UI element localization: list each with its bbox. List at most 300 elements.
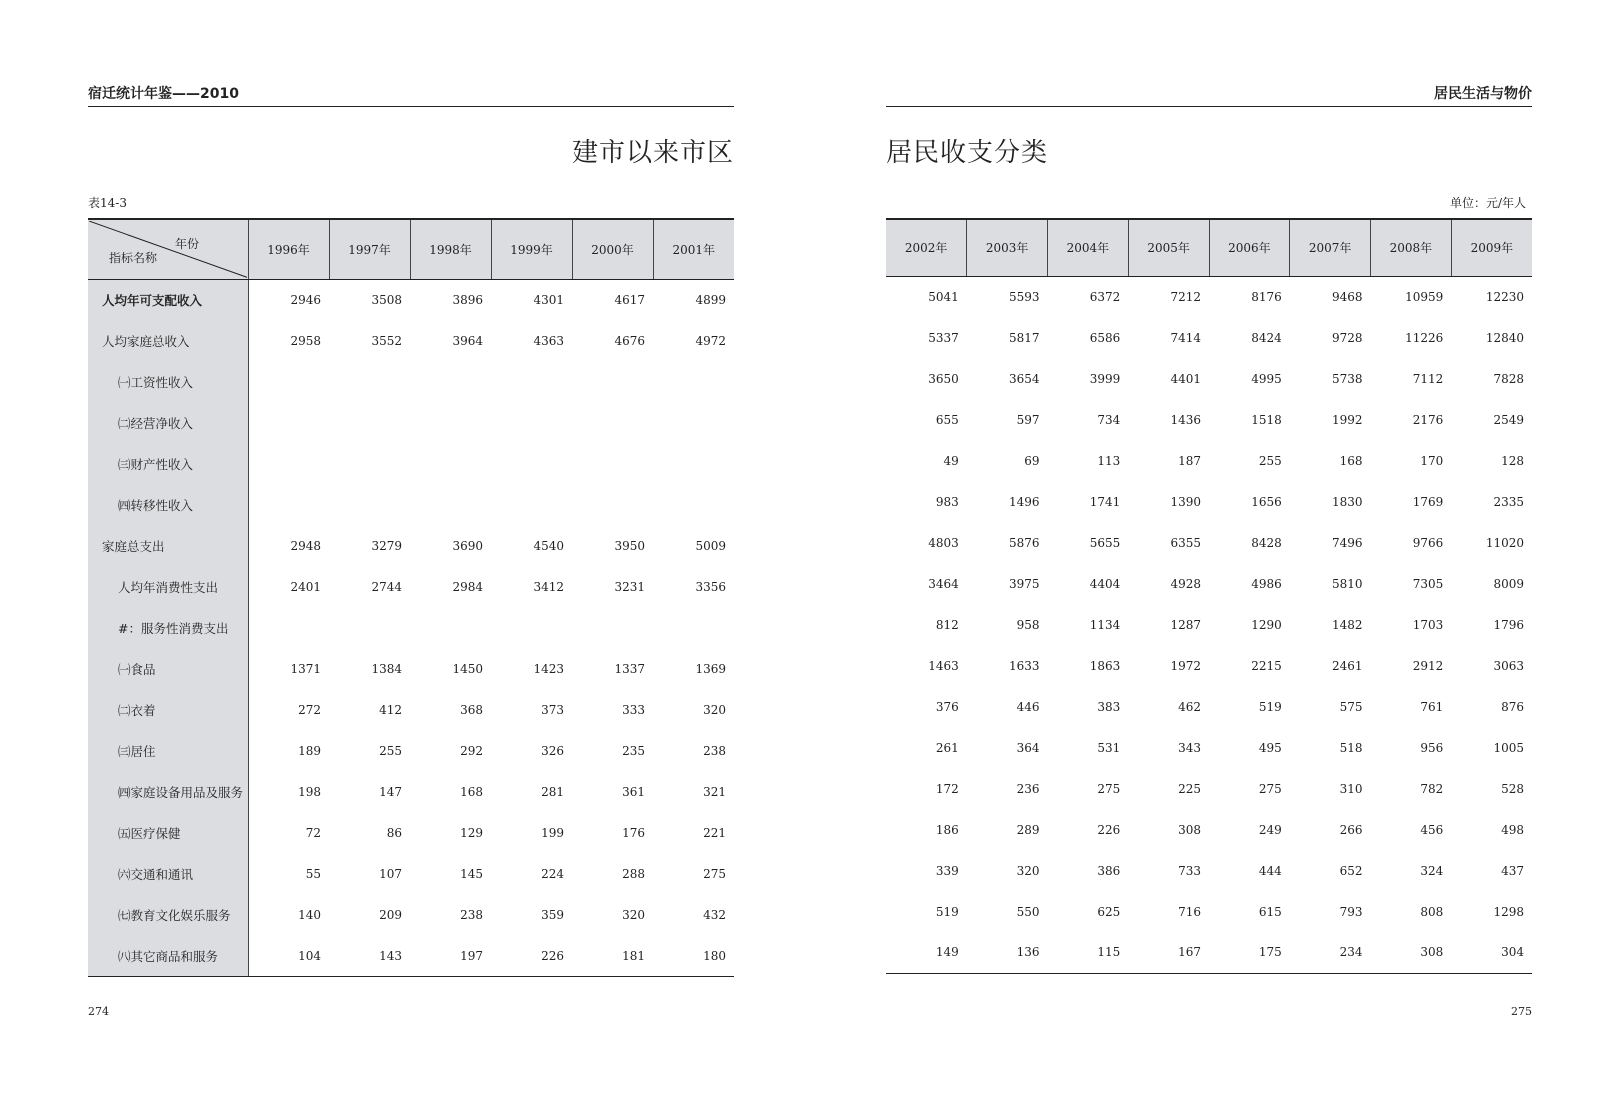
- table-cell: 69: [1024, 453, 1040, 468]
- table-row: [88, 772, 734, 813]
- table-cell: 186: [935, 822, 959, 837]
- table-row: [886, 440, 1532, 481]
- table-cell: 615: [1258, 904, 1282, 919]
- table-cell: 528: [1501, 781, 1524, 796]
- year-header: 2004年: [1048, 219, 1129, 276]
- table-row: [88, 936, 734, 977]
- running-head-right: [886, 84, 1532, 107]
- year-header: 2006年: [1209, 219, 1290, 276]
- table-cell: 149: [886, 932, 967, 973]
- table-row: [886, 481, 1532, 522]
- table-cell: 3950: [614, 539, 645, 553]
- table-row: [886, 563, 1532, 604]
- table-cell: [410, 444, 491, 485]
- table-cell: 958: [1016, 617, 1040, 632]
- row-label: 人均年可支配收入: [88, 280, 248, 321]
- table-cell: 1005: [1493, 740, 1524, 755]
- table-cell: 4803: [928, 535, 959, 550]
- table-cell: 107: [379, 867, 402, 881]
- table-row: [88, 690, 734, 731]
- table-cell: 326: [541, 744, 564, 758]
- row-label: #：服务性消费支出: [88, 608, 248, 649]
- table-cell: 432: [703, 908, 726, 922]
- table-row: [886, 522, 1532, 563]
- table-cell: 8424: [1251, 330, 1282, 345]
- running-head-left: [88, 84, 734, 107]
- table-cell: 812: [935, 617, 959, 632]
- table-cell: 3896: [452, 293, 483, 308]
- year-header: 2007年: [1290, 219, 1371, 276]
- table-cell: 5337: [928, 330, 959, 345]
- table-row: [88, 321, 734, 362]
- table-cell: [248, 608, 329, 649]
- row-label: ㈢财产性收入: [88, 444, 248, 485]
- table-cell: [653, 403, 734, 444]
- page-number-left: 274: [88, 1005, 109, 1018]
- table-row: [886, 727, 1532, 768]
- table-cell: 2948: [290, 539, 321, 553]
- table-cell: 4899: [695, 293, 726, 308]
- table-cell: 597: [1016, 412, 1040, 427]
- row-label: ㈡衣着: [88, 690, 248, 731]
- table-cell: 238: [703, 744, 726, 758]
- table-cell: 716: [1178, 904, 1201, 919]
- table-cell: 255: [1258, 453, 1282, 468]
- row-label: ㈠工资性收入: [88, 362, 248, 403]
- year-header: 1999年: [491, 219, 572, 280]
- year-header: 2009年: [1451, 219, 1532, 276]
- table-cell: 7212: [1170, 289, 1201, 304]
- table-cell: 3231: [614, 580, 645, 594]
- table-cell: 5041: [928, 289, 959, 304]
- table-cell: 364: [1016, 740, 1040, 755]
- table-cell: 198: [298, 785, 321, 799]
- row-label: ㈢居住: [88, 731, 248, 772]
- table-cell: 5817: [1008, 330, 1040, 345]
- table-cell: 462: [1178, 699, 1201, 714]
- table-row: [88, 854, 734, 895]
- table-cell: 808: [1420, 904, 1444, 919]
- table-cell: [491, 444, 572, 485]
- table-cell: 1741: [1089, 494, 1121, 509]
- table-cell: 187: [1178, 453, 1201, 468]
- table-cell: 1496: [1008, 494, 1040, 509]
- yearbook-title: 宿迁统计年鉴——2010: [88, 86, 239, 102]
- row-label: ㈦教育文化娱乐服务: [88, 895, 248, 936]
- table-cell: [329, 485, 410, 526]
- table-cell: 255: [379, 744, 402, 758]
- table-cell: 225: [1178, 781, 1201, 796]
- year-header: 1996年: [248, 219, 329, 280]
- table-cell: 170: [1420, 453, 1444, 468]
- table-cell: 368: [460, 703, 483, 717]
- table-cell: [248, 403, 329, 444]
- table-cell: 3279: [371, 539, 402, 553]
- table-cell: 199: [541, 826, 564, 840]
- table-title-part-1: 建市以来市区: [571, 138, 734, 168]
- table-cell: 2549: [1493, 412, 1524, 427]
- table-cell: 281: [541, 785, 564, 799]
- table-row: [88, 362, 734, 403]
- table-cell: 292: [460, 744, 483, 758]
- table-cell: 3412: [533, 580, 564, 594]
- table-cell: 308: [1178, 822, 1201, 837]
- table-cell: 9468: [1331, 289, 1363, 304]
- table-cell: 288: [622, 867, 645, 881]
- table-cell: 734: [1097, 412, 1121, 427]
- table-cell: 115: [1048, 932, 1129, 973]
- table-cell: [329, 608, 410, 649]
- table-cell: 143: [329, 936, 410, 977]
- table-cell: 12230: [1485, 289, 1524, 304]
- row-label: 家庭总支出: [88, 526, 248, 567]
- table-cell: 321: [703, 785, 726, 799]
- table-row: [88, 526, 734, 567]
- year-header: 2002年: [886, 219, 967, 276]
- table-cell: 2958: [290, 334, 321, 348]
- table-cell: [491, 485, 572, 526]
- data-table-right: [886, 218, 1532, 974]
- table-row: [886, 768, 1532, 809]
- table-cell: 4401: [1170, 371, 1201, 386]
- chapter-title: 居民生活与物价: [1434, 86, 1532, 102]
- table-cell: 140: [298, 908, 321, 922]
- table-cell: 197: [410, 936, 491, 977]
- year-header: 2008年: [1371, 219, 1452, 276]
- row-label: ㈧其它商品和服务: [88, 936, 248, 977]
- table-cell: 7305: [1412, 576, 1444, 591]
- table-cell: 498: [1501, 822, 1524, 837]
- table-cell: [329, 403, 410, 444]
- table-cell: 6355: [1170, 535, 1201, 550]
- table-cell: 3999: [1089, 371, 1121, 386]
- table-cell: 249: [1258, 822, 1282, 837]
- table-row: [886, 932, 1532, 973]
- table-cell: 4928: [1170, 576, 1201, 591]
- table-cell: 1384: [371, 662, 402, 676]
- table-number: 表14-3: [88, 196, 127, 210]
- table-cell: 72: [305, 826, 321, 840]
- table-cell: 180: [653, 936, 734, 977]
- table-cell: 8176: [1251, 289, 1282, 304]
- table-cell: 275: [703, 867, 726, 881]
- table-cell: 1287: [1170, 617, 1201, 632]
- table-cell: 4617: [614, 293, 645, 308]
- table-cell: 234: [1290, 932, 1371, 973]
- table-row: [88, 485, 734, 526]
- table-cell: 7828: [1493, 371, 1524, 386]
- table-cell: 1369: [695, 662, 726, 676]
- table-row: [886, 276, 1532, 317]
- table-cell: 3964: [452, 334, 483, 348]
- table-cell: 304: [1451, 932, 1532, 973]
- table-cell: 1423: [533, 662, 564, 676]
- table-cell: 324: [1420, 863, 1444, 878]
- table-cell: 550: [1016, 904, 1040, 919]
- table-row: [886, 604, 1532, 645]
- table-cell: [572, 485, 653, 526]
- table-cell: 1436: [1170, 412, 1201, 427]
- table-row: [88, 813, 734, 854]
- table-cell: 2215: [1251, 658, 1282, 673]
- table-row: [88, 608, 734, 649]
- row-label: ㈡经营净收入: [88, 403, 248, 444]
- table-cell: 7496: [1331, 535, 1363, 550]
- table-cell: 625: [1097, 904, 1121, 919]
- table-cell: 4540: [533, 539, 564, 553]
- table-cell: 876: [1501, 699, 1524, 714]
- table-cell: 733: [1178, 863, 1201, 878]
- table-cell: 320: [703, 703, 726, 717]
- table-cell: 2912: [1412, 658, 1444, 673]
- table-cell: 266: [1339, 822, 1363, 837]
- table-cell: 310: [1339, 781, 1363, 796]
- table-title-part-2: 居民收支分类: [886, 138, 1049, 168]
- table-cell: 7112: [1412, 371, 1444, 386]
- row-label: ㈥交通和通讯: [88, 854, 248, 895]
- table-cell: 655: [935, 412, 959, 427]
- table-cell: 4301: [533, 293, 564, 308]
- year-header: 2001年: [653, 219, 734, 280]
- table-cell: 221: [703, 826, 726, 840]
- table-cell: 2401: [290, 580, 321, 594]
- table-cell: 4363: [533, 334, 564, 348]
- table-cell: 1972: [1170, 658, 1201, 673]
- table-cell: 1390: [1170, 494, 1201, 509]
- table-cell: 275: [1258, 781, 1282, 796]
- table-cell: 5738: [1331, 371, 1363, 386]
- table-cell: 5009: [695, 539, 726, 553]
- table-cell: 3975: [1008, 576, 1040, 591]
- table-cell: 6372: [1089, 289, 1121, 304]
- table-cell: 167: [1128, 932, 1209, 973]
- table-cell: [653, 444, 734, 485]
- table-cell: 339: [935, 863, 959, 878]
- row-label: ㈠食品: [88, 649, 248, 690]
- corner-year-label: 年份: [175, 237, 200, 251]
- table-cell: 495: [1258, 740, 1282, 755]
- table-cell: [653, 362, 734, 403]
- table-cell: 1633: [1008, 658, 1040, 673]
- table-cell: 176: [622, 826, 645, 840]
- table-cell: 5810: [1331, 576, 1363, 591]
- table-cell: [248, 444, 329, 485]
- table-cell: 7414: [1170, 330, 1201, 345]
- table-row: [886, 891, 1532, 932]
- table-cell: 1298: [1493, 904, 1524, 919]
- table-cell: 343: [1178, 740, 1201, 755]
- table-cell: 308: [1371, 932, 1452, 973]
- table-cell: 128: [1501, 453, 1524, 468]
- table-row: [886, 645, 1532, 686]
- table-cell: 519: [1258, 699, 1282, 714]
- table-cell: 333: [622, 703, 645, 717]
- table-cell: [410, 608, 491, 649]
- table-cell: 1134: [1089, 617, 1121, 632]
- table-cell: 518: [1339, 740, 1363, 755]
- table-cell: 226: [491, 936, 572, 977]
- table-cell: 11226: [1405, 330, 1444, 345]
- table-cell: [653, 485, 734, 526]
- table-cell: 1337: [614, 662, 645, 676]
- table-cell: 238: [460, 908, 483, 922]
- table-row: [886, 317, 1532, 358]
- table-cell: 8428: [1251, 535, 1282, 550]
- table-cell: 224: [541, 867, 564, 881]
- table-cell: 2744: [371, 580, 402, 594]
- table-row: [88, 895, 734, 936]
- table-cell: 136: [967, 932, 1048, 973]
- table-cell: 359: [541, 908, 564, 922]
- table-cell: 189: [298, 744, 321, 758]
- table-cell: 4986: [1251, 576, 1282, 591]
- header-corner-cell: [88, 219, 248, 280]
- table-row: [88, 444, 734, 485]
- table-cell: 11020: [1485, 535, 1524, 550]
- table-cell: 361: [622, 785, 645, 799]
- row-label: ㈣家庭设备用品及服务: [88, 772, 248, 813]
- table-cell: 373: [541, 703, 564, 717]
- table-cell: 2461: [1331, 658, 1363, 673]
- table-cell: 519: [935, 904, 959, 919]
- table-cell: 86: [386, 826, 402, 840]
- table-cell: 261: [935, 740, 959, 755]
- table-cell: 236: [1016, 781, 1040, 796]
- table-cell: 761: [1420, 699, 1444, 714]
- year-header: 2005年: [1128, 219, 1209, 276]
- table-cell: 3063: [1493, 658, 1524, 673]
- table-row: [886, 358, 1532, 399]
- table-cell: 172: [935, 781, 959, 796]
- year-header: 1998年: [410, 219, 491, 280]
- table-cell: 55: [305, 867, 321, 881]
- table-cell: 1703: [1412, 617, 1444, 632]
- row-label: 人均家庭总收入: [88, 321, 248, 362]
- table-cell: 4404: [1089, 576, 1121, 591]
- table-cell: 8009: [1493, 576, 1524, 591]
- table-cell: 12840: [1485, 330, 1524, 345]
- table-cell: [491, 403, 572, 444]
- table-cell: 320: [1016, 863, 1040, 878]
- table-cell: [572, 444, 653, 485]
- table-cell: 446: [1016, 699, 1040, 714]
- table-cell: 652: [1339, 863, 1363, 878]
- table-cell: [248, 362, 329, 403]
- table-row: [886, 850, 1532, 891]
- table-cell: 437: [1501, 863, 1524, 878]
- table-row: [88, 403, 734, 444]
- table-cell: 3552: [371, 334, 402, 348]
- table-cell: 3654: [1008, 371, 1040, 386]
- table-cell: 1290: [1251, 617, 1282, 632]
- table-cell: 1450: [452, 662, 483, 676]
- table-cell: 2984: [452, 580, 483, 594]
- data-table-left: [88, 218, 734, 977]
- table-cell: 272: [298, 703, 321, 717]
- table-cell: 782: [1420, 781, 1444, 796]
- table-cell: 3650: [928, 371, 959, 386]
- table-cell: 5876: [1008, 535, 1040, 550]
- table-cell: 147: [379, 785, 402, 799]
- table-cell: 6586: [1089, 330, 1121, 345]
- table-row: [886, 686, 1532, 727]
- table-cell: [410, 403, 491, 444]
- table-cell: 181: [572, 936, 653, 977]
- table-cell: 5593: [1008, 289, 1040, 304]
- table-cell: [572, 608, 653, 649]
- table-cell: [491, 362, 572, 403]
- year-header: 2003年: [967, 219, 1048, 276]
- table-cell: 1463: [928, 658, 959, 673]
- table-cell: 129: [460, 826, 483, 840]
- table-cell: 444: [1258, 863, 1282, 878]
- table-cell: [491, 608, 572, 649]
- table-cell: 386: [1097, 863, 1121, 878]
- table-cell: [572, 403, 653, 444]
- table-cell: 1796: [1493, 617, 1524, 632]
- row-label: 人均年消费性支出: [88, 567, 248, 608]
- table-cell: 320: [622, 908, 645, 922]
- table-cell: 2176: [1412, 412, 1444, 427]
- table-cell: 113: [1097, 453, 1121, 468]
- table-cell: 168: [1339, 453, 1363, 468]
- table-row: [886, 809, 1532, 850]
- table-cell: 289: [1016, 822, 1040, 837]
- table-cell: 1863: [1089, 658, 1121, 673]
- table-cell: 3356: [695, 580, 726, 594]
- table-cell: 4676: [614, 334, 645, 348]
- table-cell: 412: [379, 703, 402, 717]
- corner-name-label: 指标名称: [109, 251, 158, 265]
- table-cell: 145: [460, 867, 483, 881]
- table-cell: 956: [1420, 740, 1444, 755]
- table-cell: 9766: [1412, 535, 1444, 550]
- table-cell: 49: [943, 453, 959, 468]
- table-cell: 10959: [1405, 289, 1444, 304]
- table-cell: 9728: [1331, 330, 1363, 345]
- table-cell: [329, 444, 410, 485]
- table-cell: 793: [1339, 904, 1363, 919]
- row-label: ㈣转移性收入: [88, 485, 248, 526]
- table-cell: 575: [1339, 699, 1363, 714]
- table-cell: 4995: [1251, 371, 1282, 386]
- table-cell: 2335: [1493, 494, 1524, 509]
- table-cell: 235: [622, 744, 645, 758]
- year-header: 1997年: [329, 219, 410, 280]
- unit-label: 单位：元/年人: [1449, 196, 1526, 210]
- row-label: ㈤医疗保健: [88, 813, 248, 854]
- table-cell: 3464: [928, 576, 959, 591]
- table-cell: 104: [248, 936, 329, 977]
- table-cell: 383: [1097, 699, 1121, 714]
- table-cell: [410, 485, 491, 526]
- table-cell: 226: [1097, 822, 1121, 837]
- table-cell: 1482: [1331, 617, 1363, 632]
- table-row: [88, 649, 734, 690]
- table-cell: [248, 485, 329, 526]
- table-cell: 4972: [695, 334, 726, 348]
- table-cell: 2946: [290, 293, 321, 308]
- table-cell: 3690: [452, 539, 483, 553]
- table-cell: 3508: [371, 293, 402, 308]
- table-cell: 1518: [1251, 412, 1282, 427]
- table-cell: 983: [935, 494, 959, 509]
- page-number-right: 275: [1511, 1005, 1532, 1018]
- table-cell: 168: [460, 785, 483, 799]
- table-cell: 5655: [1089, 535, 1121, 550]
- table-cell: 1769: [1412, 494, 1444, 509]
- table-cell: [653, 608, 734, 649]
